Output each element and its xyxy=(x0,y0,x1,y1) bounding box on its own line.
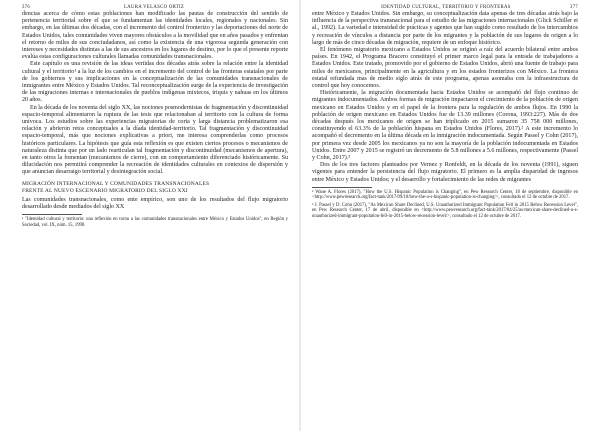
section-heading-line-2: FRENTE AL NUEVO ESCENARIO MIGRATORIO DEL SIGLO XXI xyxy=(22,187,188,194)
footnote: ³ J. Passel y D. Cohn (2017), "As Mexican Share Declined, U.S. Unauthorized Immigrant Population Fell in 2015 Below Recession Level", en Pew Research Center, 17 de abril, disponible en <http://www.pewresearch.org/fact-tank/2017/04/25/as-mexican-share-declined-u-s-unauthorized-immigrant-population-fell-in-2015-below-recession-level/>, consultado el 12 de octubre de 2017. xyxy=(312,202,578,219)
left-running-header xyxy=(22,0,288,11)
right-page-number: 377 xyxy=(569,5,578,10)
paragraph: Este capítulo es una revisión de las ideas vertidas dos décadas atrás sobre la relación entre la identidad cultural y el territorio¹ a la luz de los cambios en el incremento del control de las fronteras estatales por parte de los gobiernos y sus implicaciones en la conceptualización de las comunidades transnacionales de inmigrantes entre México y Estados Unidos. Tal reconceptualización surge de la experiencia de investigación de las migraciones internas e internacionales de pueblos indígenas mixtecos, triquis y nahuas en los últimos 20 años. xyxy=(22,61,288,104)
paragraph: En la década de los noventa del siglo XX, las nociones posmodernistas de fragmentación y discontinuidad espacio-temporal alimentaron la ruptura de las tesis que relacionaban al territorio con la cultura de forma unívoca. Los estudios sobre las experiencias migratorias de corta y larga distancia problematizaron esa relación y abrieron retos conceptuales a la díada identidad-territorio. Tal fragmentación y discontinuidad espacio-temporal, más que nociones explicativas a priori, me interesa comprenderlas como procesos históricos particulares. La hipótesis que guía esta reflexión es que existen ciertos procesos o mecanismos de naturaleza distinta que por un lado rearticulan tal fragmentación y discontinuidad (mecanismos de apertura), en tanto otros la fomentan (mecanismos de cierre), con un comportamiento diferenciado históricamente. Su dilucidación nos permitirá comprender la recreación de identidades culturales en contextos de dispersión y que anuncian desarraigo territorial y desintegración social. xyxy=(22,104,288,176)
left-footnotes xyxy=(22,214,288,228)
paragraph: El fenómeno migratorio mexicano a Estados Unidos se originó a raíz del acuerdo bilateral entre ambos países. En 1942, el Programa Bracero constituyó el primer marco legal para la entrada de trabajadores a Estados Unidos. Este tratado, promovido por el gobierno de Estados Unidos, abrió una fuente de trabajo para miles de mexicanos, principalmente en la agricultura y en los estados fronterizos con México. La frontera estatal refundada mas de medio siglo atrás de este programa, apenas asomaba con la infraestructura de control que hoy conocemos. xyxy=(312,47,578,90)
footnote-rule xyxy=(312,187,372,188)
left-body-text xyxy=(22,11,288,211)
paragraph: Históricamente, la migración documentada hacia Estados Unidos se acompañó del flujo continuo de migrantes indocumentados. Ambos formas de migración impactaron el crecimiento de la población de origen mexicano en Estados Unidos y en el papel de la frontera para la regulación de ambos flujos. En 1990 la población de origen mexicano en Estados Unidos fue de 13.39 millones (Corona, 1993:227). Más de dos décadas después los mexicanos de origen se han triplicado en 2015 sumaron 35 758 000 millones, constituyendo el 63.3% de la población hispana en Estados Unidos (Flores, 2017).² A este incremento lo acompañó el decremento en la última década en la inmigración indocumentada. Según Passel y Cohn (2017), por primera vez desde 2005 los mexicanos ya no son la mayoría de la población indocumentada en Estados Unidos. Entre 2007 y 2015 se registró un decremento de 5.8 millones a 5.6 millones, respectivamente (Passel y Cohn, 2017).³ xyxy=(312,90,578,162)
footnote: ² Wane A. Flores (2017), "How the U.S. Hispanic Population is Changing", en Pew Research Center, 18 de septiembre, disponible en <http://www.pewresearch.org/fact-tank/2017/09/18/how-the-u-s-hispanic-population-is-changing/>, consultado el 12 de octubre de 2017. xyxy=(312,189,578,201)
right-footnotes xyxy=(312,187,578,219)
paragraph: dencias acerca de cómo estas poblaciones han modificado las pautas de construcción del sentido de pertenencia territorial sobre el que se fundamentan las identidades locales, regionales y nacionales. Sin embargo, en las últimas dos décadas, con el incremento del control fronterizo y las deportaciones del norte de Estados Unidos, tales comunidades viven mayores obstáculos a la movilidad que en años pasados y enfrentan el retorno de miles de sus conciudadanos, así como la existencia de una vigorosa segunda generación con intereses y necesidades distintas a las de sus ancestros en los lugares de destino, por lo que el presente reporte evalúa estas configuraciones culturales llamadas comunidades transnacionales. xyxy=(22,11,288,61)
paragraph: Dos de los tres factores planteados por Vernez y Ronfeldt, en la década de los noventa (1991), siguen vigentes para entender la persistencia del flujo migratorio. El primero es la amplia disparidad de ingresos entre México y Estados Unidos; y el desarrollo y fortalecimiento de las redes de migrantes xyxy=(312,162,578,183)
footnote: ¹ "Identidad cultural y territorio: una reflexión en torno a las comunidades transnacionales entre México y Estados Unidos", en Región y Sociedad, vol. IX, núm. 15, 1998. xyxy=(22,217,288,228)
right-page xyxy=(300,0,600,431)
section-heading xyxy=(22,181,288,195)
footnote-rule xyxy=(22,214,82,215)
right-running-title: IDENTIDAD CULTURAL, TERRITORIO Y FRONTERAS xyxy=(381,5,511,10)
right-running-header xyxy=(312,0,578,11)
paragraph: entre México y Estados Unidos. Sin embargo, su conceptualización data apenas de tres décadas atrás bajo la influencia de la perspectiva transnacional para el estudio de las migraciones internacionales (Glick Schiller et al., 1992). La variedad e intensidad de prácticas y agentes que han sugido como resultado de los intercambios y recreación de vínculos a distancia por parte de los migrantes y la población de sus lugares de origen a lo largo de más de cinco décadas de migración, requiere de un enfoque histórico. xyxy=(312,11,578,46)
paragraph: Las comunidades transnacionales, como ente empírico, son uno de los resultados del flujo migratorio desarrollado desde mediados del siglo XX xyxy=(22,196,288,210)
section-heading-line-1: MIGRACIÓN INTERNACIONAL Y COMUNIDADES TRANSNACIONALES xyxy=(22,180,210,187)
left-running-title: LAURA VELASCO ORTIZ xyxy=(123,5,185,10)
right-body-text xyxy=(312,11,578,184)
left-page-number: 376 xyxy=(22,5,31,10)
